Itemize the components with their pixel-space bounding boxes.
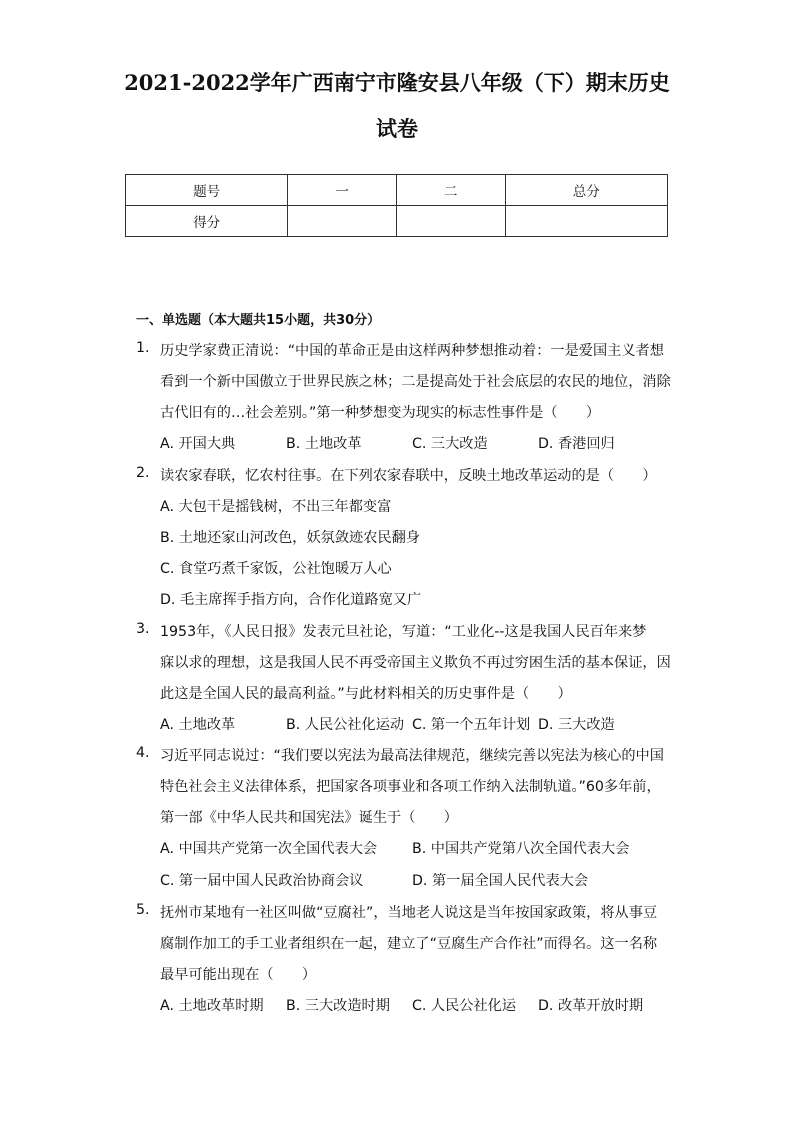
option-b: B. 三大改造时期 — [286, 998, 390, 1014]
header-question-number: 题号 — [126, 175, 288, 206]
option-b: B. 土地改革 — [286, 436, 362, 452]
question-text-line: 古代旧有的…社会差别。”第一种梦想变为现实的标志性事件是（ ） — [160, 405, 601, 421]
question-text-line: 第一部《中华人民共和国宪法》诞生于（ ） — [160, 810, 458, 826]
option-d: D. 毛主席挥手指方向，合作化道路宽又广 — [160, 592, 422, 608]
question-number: 3. — [136, 621, 150, 637]
question-number: 2. — [136, 465, 150, 481]
question-text-line: 1953年，《人民日报》发表元旦社论，写道：“工业化--这是我国人民百年来梦 — [160, 624, 647, 640]
option-a: A. 土地改革 — [160, 717, 236, 733]
header-total: 总分 — [505, 175, 667, 206]
document-title-line-1: 2021-2022学年广西南宁市隆安县八年级（下）期末历史 — [124, 70, 670, 95]
question-number: 4. — [136, 745, 150, 761]
option-c: C. 三大改造 — [412, 436, 488, 452]
score-table — [125, 174, 668, 237]
question-text-line: 看到一个新中国傲立于世界民族之林；二是提高处于社会底层的农民的地位，消除 — [160, 374, 671, 390]
question-text-line: 特色社会主义法律体系，把国家各项事业和各项工作纳入法制轨道。”60多年前， — [160, 779, 661, 795]
score-table-header-row — [126, 175, 668, 206]
score-cell-part-one — [288, 206, 397, 237]
question-number: 1. — [136, 340, 150, 356]
question-number: 5. — [136, 902, 150, 918]
question-text-line: 最早可能出现在（ ） — [160, 967, 317, 983]
option-b: B. 人民公社化运动 — [286, 717, 405, 733]
score-cell-part-two — [396, 206, 505, 237]
option-d: D. 香港回归 — [538, 436, 615, 452]
option-c: C. 人民公社化运 — [412, 998, 517, 1014]
option-c: C. 第一届中国人民政治协商会议 — [160, 873, 364, 889]
question-text-line: 此这是全国人民的最高利益。”与此材料相关的历史事件是（ ） — [160, 686, 572, 702]
option-b: B. 土地还家山河改色，妖氛敛迹农民翻身 — [160, 530, 420, 546]
row-label-score: 得分 — [126, 206, 288, 237]
question-text-line: 读农家春联，忆农村往事。在下列农家春联中，反映土地改革运动的是（ ） — [160, 468, 657, 484]
header-part-one: 一 — [288, 175, 397, 206]
question-text-line: 习近平同志说过：“我们要以宪法为最高法律规范，继续完善以宪法为核心的中国 — [160, 748, 664, 764]
question-text-line: 抚州市某地有一社区叫做“豆腐社”，当地老人说这是当年按国家政策，将从事豆 — [160, 905, 658, 921]
option-c: C. 第一个五年计划 — [412, 717, 531, 733]
question-text-line: 寐以求的理想，这是我国人民不再受帝国主义欺负不再过穷困生活的基本保证，因 — [160, 655, 671, 671]
document-title-line-2: 试卷 — [376, 116, 418, 141]
option-c: C. 食堂巧煮千家饭，公社饱暖万人心 — [160, 561, 392, 577]
option-d: D. 三大改造 — [538, 717, 615, 733]
option-d: D. 改革开放时期 — [538, 998, 644, 1014]
question-text-line: 腐制作加工的手工业者组织在一起，建立了“豆腐生产合作社”而得名。这一名称 — [160, 936, 658, 952]
score-table-score-row — [126, 206, 668, 237]
option-a: A. 大包干是摇钱树，不出三年都变富 — [160, 499, 392, 515]
option-a: A. 土地改革时期 — [160, 998, 264, 1014]
option-b: B. 中国共产党第八次全国代表大会 — [412, 841, 630, 857]
question-text-line: 历史学家费正清说：“中国的革命正是由这样两种梦想推动着：一是爱国主义者想 — [160, 343, 664, 359]
option-d: D. 第一届全国人民代表大会 — [412, 873, 589, 889]
option-a: A. 开国大典 — [160, 436, 236, 452]
header-part-two: 二 — [396, 175, 505, 206]
score-cell-total — [505, 206, 667, 237]
section-heading: 一、单选题（本大题共15小题，共30分） — [136, 313, 381, 328]
option-a: A. 中国共产党第一次全国代表大会 — [160, 841, 378, 857]
